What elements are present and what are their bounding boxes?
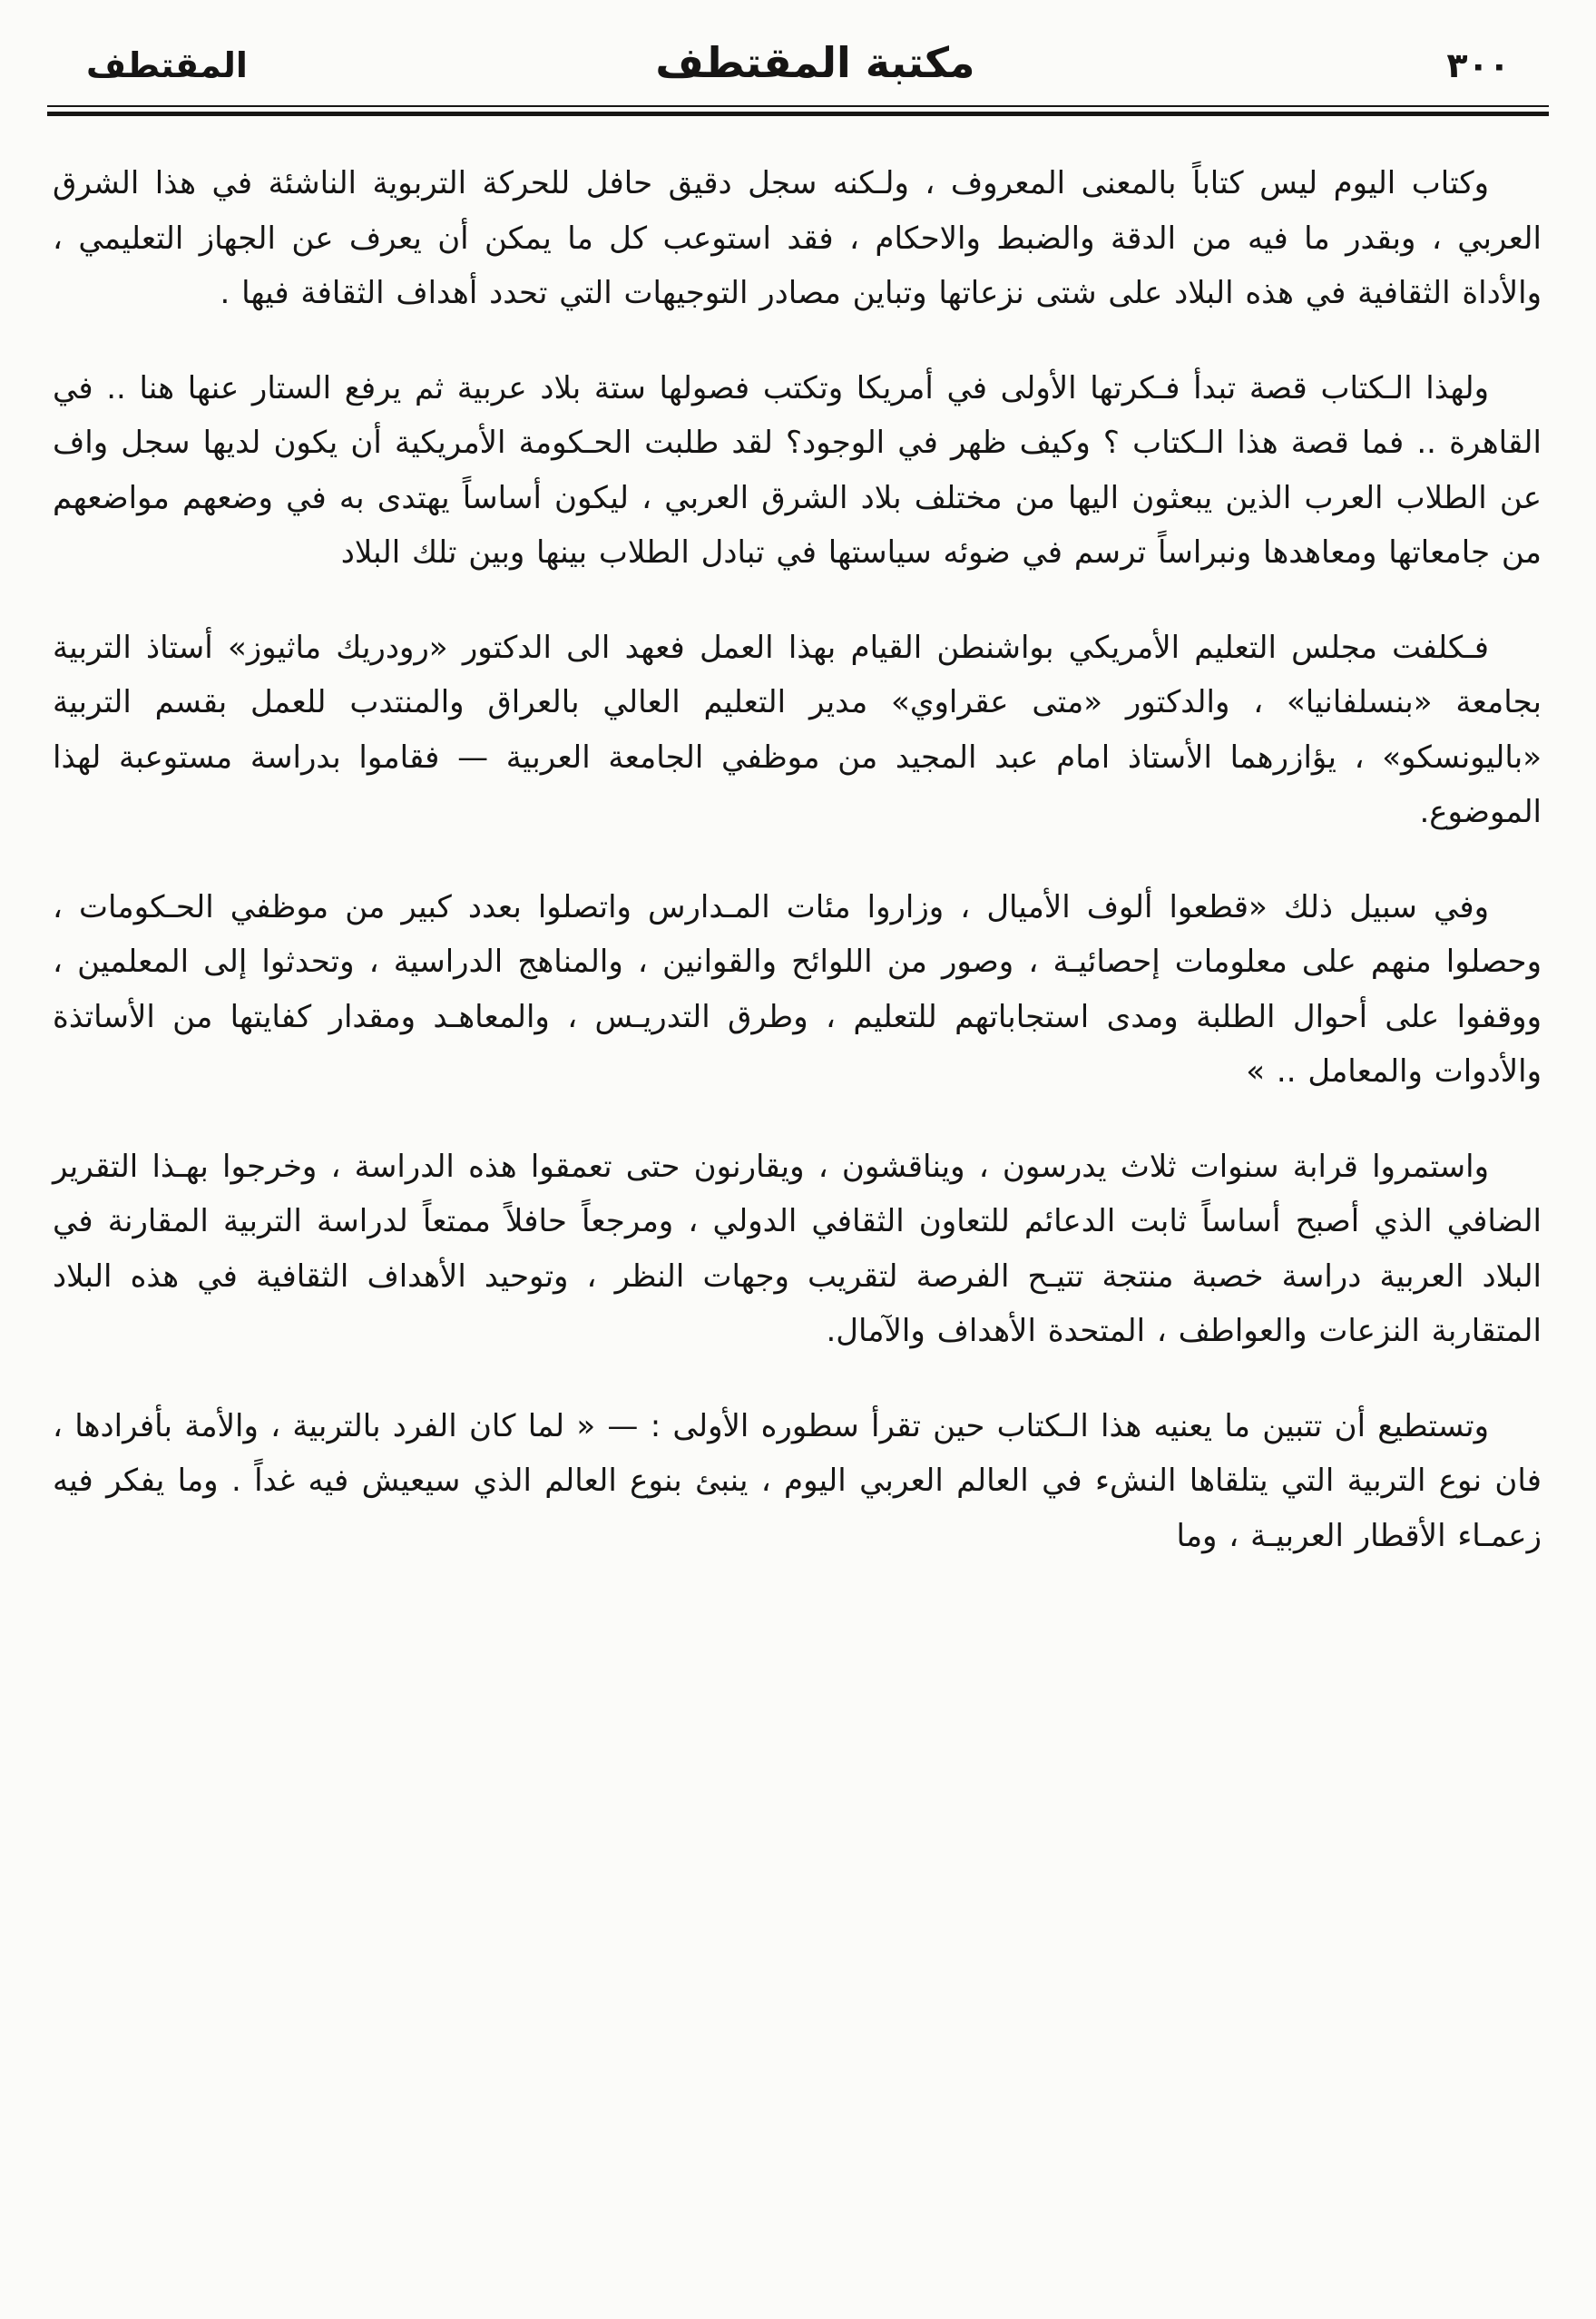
- journal-name: المقتطف: [86, 45, 248, 85]
- paragraph: واستمروا قرابة سنوات ثلاث يدرسون ، ويناقشون ، ويقارنون حتى تعمقوا هذه الدراسة ، وخرجوا بهـذا التقرير الضافي الذي أصبح أساساً ثابت الدعائم للتعاون الثقافي الدولي ، ومرجعاً حافلاً ممتعاً لدراسة التربية المقارنة في البلاد العربية دراسة خصبة منتجة تتيـح الفرصة لتقريب وجهات النظر ، وتوحيد الأهداف الثقافية في هذه البلاد المتقاربة النزعات والعواطف ، المتحدة الأهداف والآمال.: [53, 1148, 1542, 1350]
- book-title: مكتبة المقتطف: [655, 38, 975, 87]
- paragraph: ولهذا الـكتاب قصة تبدأ فـكرتها الأولى في أمريكا وتكتب فصولها ستة بلاد عربية ثم يرفع الستار عنها هنا .. في القاهرة .. فما قصة هذا الـكتاب ؟ وكيف ظهر في الوجود؟ لقد طلبت الحـكومة الأمريكية أن يكون لديها سجل واف عن الطلاب العرب الذين يبعثون اليها من مختلف بلاد الشرق العربي ، ليكون أساساً يهتدى به في وضعهم مواضعهم من جامعاتها ومعاهدها ونبراساً ترسم في ضوئه سياستها في تبادل الطلاب بينها وبين تلك البلاد: [53, 369, 1542, 572]
- page-number: ٣٠٠: [1446, 45, 1510, 85]
- paragraph: وكتاب اليوم ليس كتاباً بالمعنى المعروف ، ولـكنه سجل دقيق حافل للحركة التربوية الناشئة في هذا الشرق العربي ، وبقدر ما فيه من الدقة والضبط والاحكام ، فقد استوعب كل ما يمكن أن يعرف عن الجهاز التعليمي ، والأداة الثقافية في هذه البلاد على شتى نزعاتها وتباين مصادر التوجيهات التي تحدد أهداف الثقافة فيها .: [53, 165, 1542, 312]
- header-divider: [47, 105, 1549, 116]
- page-header: [0, 0, 1596, 100]
- page-body: [0, 156, 1596, 1563]
- paragraph: وتستطيع أن تتبين ما يعنيه هذا الـكتاب حين تقرأ سطوره الأولى : — « لما كان الفرد بالتربية ، والأمة بأفرادها ، فان نوع التربية التي يتلقاها النشء في العالم العربي اليوم ، ينبئ بنوع العالم الذي سيعيش فيه غداً . وما يفكر فيه زعمـاء الأقطار العربيـة ، وما: [53, 1407, 1542, 1554]
- paragraph: وفي سبيل ذلك «قطعوا ألوف الأميال ، وزاروا مئات المـدارس واتصلوا بعدد كبير من موظفي الحـكومات ، وحصلوا منهم على معلومات إحصائيـة ، وصور من اللوائح والقوانين ، والمناهج الدراسية ، وتحدثوا إلى المعلمين ، ووقفوا على أحوال الطلبة ومدى استجاباتهم للتعليم ، وطرق التدريـس ، والمعاهـد ومقدار كفايتها من الأساتذة والأدوات والمعامل .. »: [53, 888, 1542, 1091]
- paragraph: فـكلفت مجلس التعليم الأمريكي بواشنطن القيام بهذا العمل فعهد الى الدكتور «رودريك ماثيوز» أستاذ التربية بجامعة «بنسلفانيا» ، والدكتور «متى عقراوي» مدير التعليم العالي بالعراق والمنتدب للعمل بقسم التربية «باليونسكو» ، يؤازرهما الأستاذ امام عبد المجيد من موظفي الجامعة العربية — فقاموا بدراسة مستوعبة لهذا الموضوع.: [53, 629, 1542, 831]
